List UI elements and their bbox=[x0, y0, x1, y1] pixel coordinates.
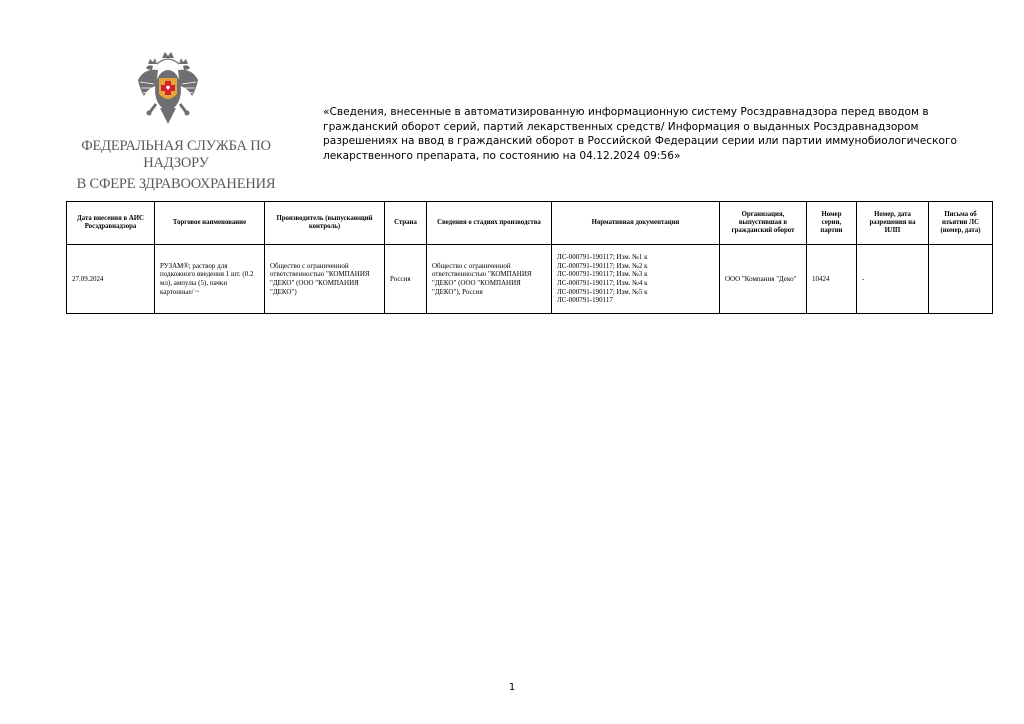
table-row bbox=[67, 245, 993, 314]
regulatory-doc-line: ЛС-000791-190117; Изм. №4 к bbox=[557, 279, 648, 287]
double-headed-eagle-emblem-icon bbox=[136, 50, 200, 132]
table-header-row bbox=[67, 202, 993, 245]
regulatory-doc-line: ЛС-000791-190117; Изм. №5 к bbox=[557, 287, 648, 296]
col-header-manufacturer: Производитель (выпускающий контроль) bbox=[265, 202, 385, 245]
col-header-permit: Номер, дата разрешения на ИЛП bbox=[857, 202, 929, 245]
cell-country: Россия bbox=[385, 245, 427, 314]
cell-withdrawal-letters bbox=[929, 245, 993, 314]
cell-regulatory-docs bbox=[552, 245, 720, 314]
cell-production-stages: Общество с ограниченной ответственностью "КОМПАНИЯ "ДЕКО" (ООО "КОМПАНИЯ "ДЕКО"), Россия bbox=[427, 245, 552, 314]
cell-batch-number: 10424 bbox=[807, 245, 857, 314]
col-header-trade-name: Торговое наименование bbox=[155, 202, 265, 245]
col-header-country: Страна bbox=[385, 202, 427, 245]
document-title: «Сведения, внесенные в автоматизированную информационную систему Росздравнадзора перед вводом в гражданский оборот серий, партий лекарственных средств/ Информация о выданных Росздравнадзором разрешениях на ввод в гражданский оборот в Российской Федерации серии или партии иммунобиологического лекарственного препарата, по состоянию на 04.12.2024 09:56» bbox=[323, 106, 957, 162]
regulatory-doc-line: ЛС-000791-190117; Изм. №1 к bbox=[557, 253, 648, 262]
col-header-release-org: Организация, выпустившая в гражданский оборот bbox=[720, 202, 807, 245]
col-header-regulatory-docs: Нормативная документация bbox=[552, 202, 720, 245]
page-number: 1 bbox=[508, 682, 516, 693]
cell-permit: - bbox=[857, 245, 929, 314]
col-header-date: Дата внесения в АИС Росздравнадзора bbox=[67, 202, 155, 245]
regulatory-doc-line: ЛС-000791-190117 bbox=[557, 296, 613, 305]
col-header-withdrawal-letters: Письма об изъятии ЛС (номер, дата) bbox=[929, 202, 993, 245]
cell-release-org: ООО "Компания "Деко" bbox=[720, 245, 807, 314]
cell-manufacturer: Общество с ограниченной ответственностью "КОМПАНИЯ "ДЕКО" (ООО "КОМПАНИЯ "ДЕКО") bbox=[265, 245, 385, 314]
cell-trade-name: РУЗАМ®; раствор для подкожного введения 1 шт. (0.2 мл), ампулы (5), пачки картонные/ ~ bbox=[155, 245, 265, 314]
regulatory-doc-line: ЛС-000791-190117; Изм. №2 к bbox=[557, 261, 648, 270]
agency-name-line-2: В СФЕРЕ ЗДРАВООХРАНЕНИЯ bbox=[76, 176, 276, 192]
batch-registry-table bbox=[66, 201, 993, 314]
cell-date: 27.09.2024 bbox=[67, 245, 155, 314]
regulatory-doc-line: ЛС-000791-190117; Изм. №3 к bbox=[557, 270, 648, 279]
col-header-batch-number: Номер серии, партии bbox=[807, 202, 857, 245]
roszdravnadzor-emblem bbox=[136, 50, 200, 132]
col-header-production-stages: Сведения о стадиях производства bbox=[427, 202, 552, 245]
agency-name bbox=[60, 138, 292, 193]
agency-name-line-1: ФЕДЕРАЛЬНАЯ СЛУЖБА ПО НАДЗОРУ bbox=[81, 138, 271, 171]
